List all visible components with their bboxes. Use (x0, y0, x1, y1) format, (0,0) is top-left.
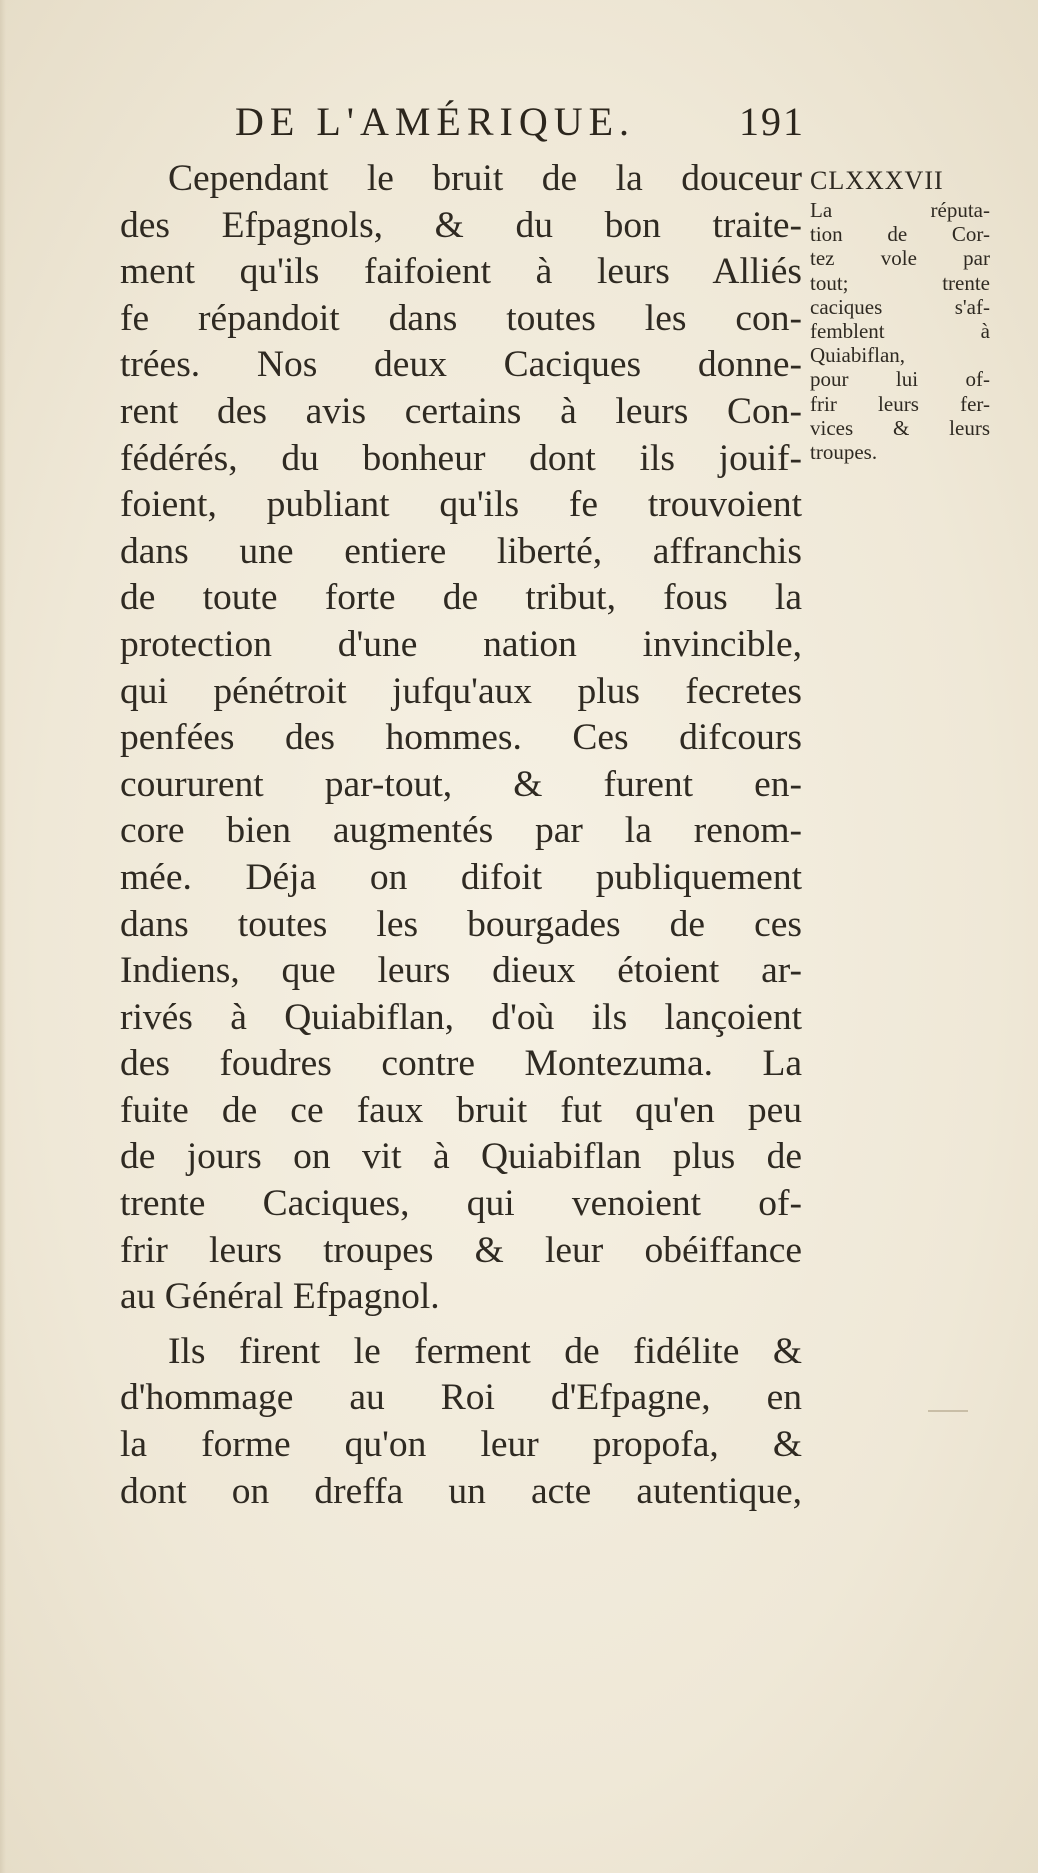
margin-note-line: troupes. (810, 440, 878, 465)
text-line: des foudres contre Montezuma. La (120, 1043, 802, 1085)
text-line: Indiens, que leurs dieux étoient ar- (120, 950, 802, 992)
margin-note-line: tout; trente (810, 270, 990, 295)
paragraph-gap (120, 1321, 802, 1329)
text-line: dont on dreffa un acte autentique, (120, 1470, 802, 1512)
text-line: de toute forte de tribut, fous la (120, 577, 802, 619)
text-line: fe répandoit dans toutes les con- (120, 297, 802, 339)
body-text (120, 156, 802, 1515)
text-line: foient, publiant qu'ils fe trouvoient (120, 484, 802, 526)
paragraph-1 (120, 156, 802, 1321)
text-line: penfées des hommes. Ces difcours (120, 717, 802, 759)
page-edge-shadow (0, 0, 6, 1873)
margin-note-line: pour lui of- (810, 367, 990, 392)
text-line: frir leurs troupes & leur obéiffance (120, 1229, 802, 1271)
text-line: Ils firent le ferment de fidélite & (168, 1330, 802, 1372)
running-head-title: DE L'AMÉRIQUE. (235, 99, 636, 144)
text-line: protection d'une nation invincible, (120, 623, 802, 665)
text-line: la forme qu'on leur propofa, & (120, 1424, 802, 1466)
text-line: dans une entiere liberté, affranchis (120, 530, 802, 572)
margin-note-line: La réputa- (810, 198, 990, 222)
paragraph-2 (120, 1329, 802, 1515)
text-line: coururent par-tout, & furent en- (120, 763, 802, 805)
margin-note-line: tez vole par (810, 246, 990, 271)
text-line: fuite de ce faux bruit fut qu'en peu (120, 1089, 802, 1131)
margin-note-line: Quiabiflan, (810, 343, 906, 368)
text-line: rivés à Quiabiflan, d'où ils lançoient (120, 996, 802, 1038)
text-line: qui pénétroit jufqu'aux plus fecretes (120, 670, 802, 712)
margin-mark (928, 1410, 968, 1412)
page-number: 191 (739, 99, 805, 144)
text-line: de jours on vit à Quiabiflan plus de (120, 1136, 802, 1178)
margin-note-number: CLXXXVII (810, 166, 944, 195)
margin-note-line: frir leurs fer- (810, 391, 990, 416)
text-line: dans toutes les bourgades de ces (120, 903, 802, 945)
margin-note-line: caciques s'af- (810, 294, 990, 319)
text-line: d'hommage au Roi d'Efpagne, en (120, 1377, 802, 1419)
text-line: ment qu'ils faifoient à leurs Alliés (120, 251, 802, 293)
margin-note-line: tion de Cor- (810, 222, 990, 247)
text-line: des Efpagnols, & du bon traite- (120, 204, 802, 246)
text-line: fédérés, du bonheur dont ils jouif- (120, 437, 802, 479)
text-line: rent des avis certains à leurs Con- (120, 390, 802, 432)
text-line: core bien augmentés par la renom- (120, 810, 802, 852)
text-line: mée. Déja on difoit publiquement (120, 856, 802, 898)
margin-note-line: vices & leurs (810, 415, 990, 440)
margin-note (810, 164, 990, 464)
text-line: trées. Nos deux Caciques donne- (120, 344, 802, 386)
text-line: au Général Efpagnol. (120, 1276, 440, 1318)
text-line: trente Caciques, qui venoient of- (120, 1183, 802, 1225)
text-line: Cependant le bruit de la douceur (168, 158, 802, 199)
margin-note-line: femblent à (810, 319, 990, 344)
